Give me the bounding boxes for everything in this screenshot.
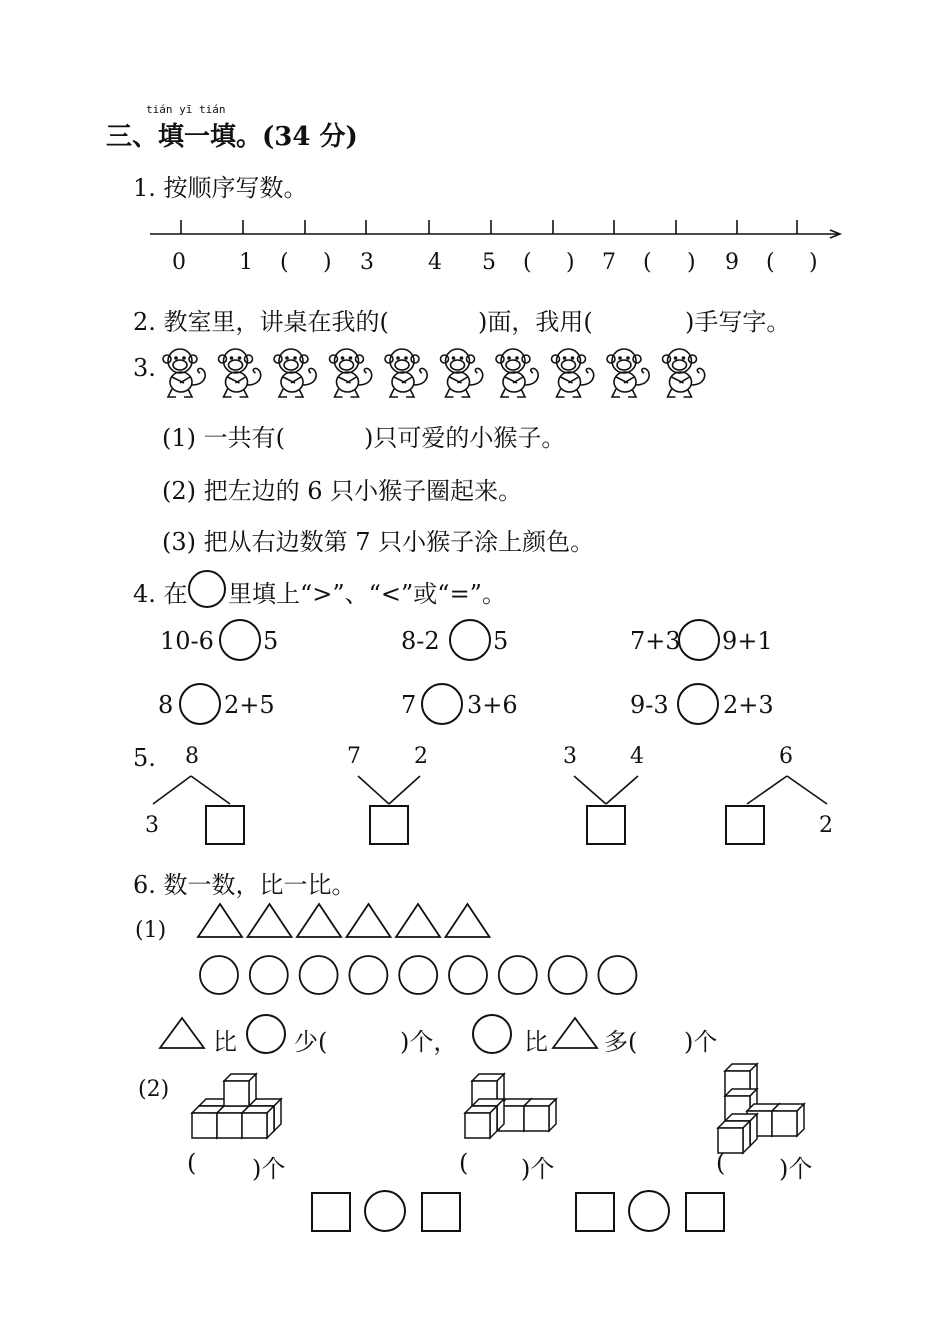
q5-tree4-top: 6	[779, 744, 793, 769]
final-circle-2[interactable]	[628, 1190, 670, 1232]
nl-label-0: 0	[172, 250, 186, 275]
triangle-shape	[396, 904, 440, 937]
circle-icon	[472, 1014, 512, 1054]
nl-blank-open: (	[280, 250, 289, 275]
nl-blank-close: )	[809, 250, 818, 275]
q1-text: 1. 按顺序写数。	[133, 174, 308, 202]
q4-item4-left: 8	[158, 691, 174, 719]
q5-tree4-bottom: 2	[819, 813, 833, 838]
q5-answer-box-3[interactable]	[586, 805, 626, 845]
q3-sub1-a: (1) 一共有(	[162, 424, 285, 452]
q5-tree1-bottom: 3	[145, 813, 159, 838]
q6-part1-label: (1)	[135, 918, 167, 943]
circle-shape	[349, 956, 387, 994]
triangle-icon	[158, 1015, 208, 1051]
circle-icon	[246, 1014, 286, 1054]
nl-blank-close: )	[687, 250, 696, 275]
q4-compare-circle-6[interactable]	[677, 683, 719, 725]
nl-blank-open: (	[643, 250, 652, 275]
triangle-shape	[198, 904, 242, 937]
circle-shape	[499, 956, 537, 994]
q6-blank1-close: )个	[252, 1155, 286, 1183]
nl-label-5: 5	[482, 250, 496, 275]
q4-text-a: 4. 在	[133, 580, 188, 608]
section-title: 三、填一填。(34 分)	[106, 122, 358, 152]
q4-compare-circle-3[interactable]	[678, 619, 720, 661]
q6-blank1-open: (	[187, 1149, 197, 1177]
q4-item5-left: 7	[401, 691, 417, 719]
final-box-3[interactable]	[575, 1192, 615, 1232]
q4-text-b: 里填上“>”、“<”或“=”。	[228, 580, 506, 608]
q4-item3-left: 7+3	[630, 627, 681, 655]
q4-item5-right: 3+6	[467, 691, 518, 719]
monkey-icon	[163, 349, 205, 397]
final-box-1[interactable]	[311, 1192, 351, 1232]
monkey-icon	[496, 349, 538, 397]
q5-tree-lines	[0, 760, 950, 870]
monkey-icon	[607, 349, 649, 397]
nl-label-9: 9	[725, 250, 739, 275]
circle-shape	[250, 956, 288, 994]
q6-part2-label: (2)	[138, 1077, 170, 1102]
q6-blank3-open: (	[716, 1149, 726, 1177]
q5-number: 5.	[133, 744, 156, 772]
q6-blank2-open: (	[459, 1149, 469, 1177]
cube	[224, 1074, 256, 1106]
cube	[524, 1099, 556, 1131]
q3-number: 3.	[133, 354, 156, 382]
q3-sub3: (3) 把从右边数第 7 只小猴子涂上颜色。	[162, 528, 595, 556]
final-box-4[interactable]	[685, 1192, 725, 1232]
q5-tree2-topl: 7	[347, 744, 361, 769]
q4-compare-circle-4[interactable]	[179, 683, 221, 725]
nl-blank-close: )	[566, 250, 575, 275]
circle-shape	[200, 956, 238, 994]
circle-shape	[399, 956, 437, 994]
monkey-icon	[219, 349, 261, 397]
monkey-icon	[552, 349, 594, 397]
circle-shape	[549, 956, 587, 994]
circle-row	[195, 950, 655, 1000]
q5-answer-box-4[interactable]	[725, 805, 765, 845]
circle-shape	[449, 956, 487, 994]
nl-label-3: 3	[360, 250, 374, 275]
q2-part3: )手写字。	[685, 308, 791, 336]
q4-compare-circle-2[interactable]	[449, 619, 491, 661]
q5-tree3-topl: 3	[563, 744, 577, 769]
cube	[242, 1106, 274, 1138]
q4-item6-right: 2+3	[723, 691, 774, 719]
nl-blank-open: (	[766, 250, 775, 275]
q5-answer-box-1[interactable]	[205, 805, 245, 845]
monkey-icon	[330, 349, 372, 397]
section-pinyin: tián yī tián	[146, 103, 226, 116]
triangle-shape	[446, 904, 490, 937]
q4-compare-circle-5[interactable]	[421, 683, 463, 725]
q4-item6-left: 9-3	[630, 691, 669, 719]
nl-blank-open: (	[523, 250, 532, 275]
q3-sub2: (2) 把左边的 6 只小猴子圈起来。	[162, 477, 523, 505]
q6-blank2-close: )个	[521, 1155, 555, 1183]
nl-label-4: 4	[428, 250, 442, 275]
q2-part1: 2. 教室里，讲桌在我的(	[133, 308, 389, 336]
cube	[772, 1104, 804, 1136]
triangle-row	[196, 900, 516, 940]
monkey-icon	[385, 349, 427, 397]
q6-blank3-close: )个	[779, 1155, 813, 1183]
monkey-icon	[274, 349, 316, 397]
q6-compare-text-4: 比	[524, 1028, 548, 1056]
triangle-shape	[297, 904, 341, 937]
q5-answer-box-2[interactable]	[369, 805, 409, 845]
final-box-2[interactable]	[421, 1192, 461, 1232]
q6-compare-text-1: 比	[213, 1028, 237, 1056]
q6-compare-text-2: 少(	[294, 1028, 328, 1056]
monkey-icon	[441, 349, 483, 397]
triangle-shape	[248, 904, 292, 937]
cube	[465, 1106, 497, 1138]
final-circle-1[interactable]	[364, 1190, 406, 1232]
q4-item3-right: 9+1	[722, 627, 773, 655]
nl-label-7: 7	[602, 250, 616, 275]
q6-compare-text-3: )个，	[400, 1028, 458, 1056]
q6-compare-text-5: 多(	[604, 1028, 638, 1056]
q6-text: 6. 数一数，比一比。	[133, 871, 356, 899]
monkey-row	[162, 345, 722, 405]
nl-blank-close: )	[323, 250, 332, 275]
q4-instruction-circle	[188, 570, 226, 608]
q4-item2-right: 5	[493, 627, 509, 655]
monkey-icon	[663, 349, 705, 397]
circle-shape	[300, 956, 338, 994]
circle-shape	[598, 956, 636, 994]
q2-part2: )面，我用(	[478, 308, 593, 336]
nl-label-1: 1	[239, 250, 253, 275]
q5-tree3-topr: 4	[630, 744, 644, 769]
q4-item2-left: 8-2	[401, 627, 440, 655]
q5-tree1-top: 8	[185, 744, 199, 769]
q3-sub1-b: )只可爱的小猴子。	[364, 424, 566, 452]
q4-item1-right: 5	[263, 627, 279, 655]
q4-item4-right: 2+5	[224, 691, 275, 719]
q4-item1-left: 10-6	[160, 627, 214, 655]
triangle-shape	[347, 904, 391, 937]
triangle-icon	[551, 1015, 601, 1051]
number-line	[0, 210, 950, 270]
q5-tree2-topr: 2	[414, 744, 428, 769]
q6-compare-text-6: )个	[684, 1028, 718, 1056]
q4-compare-circle-1[interactable]	[219, 619, 261, 661]
